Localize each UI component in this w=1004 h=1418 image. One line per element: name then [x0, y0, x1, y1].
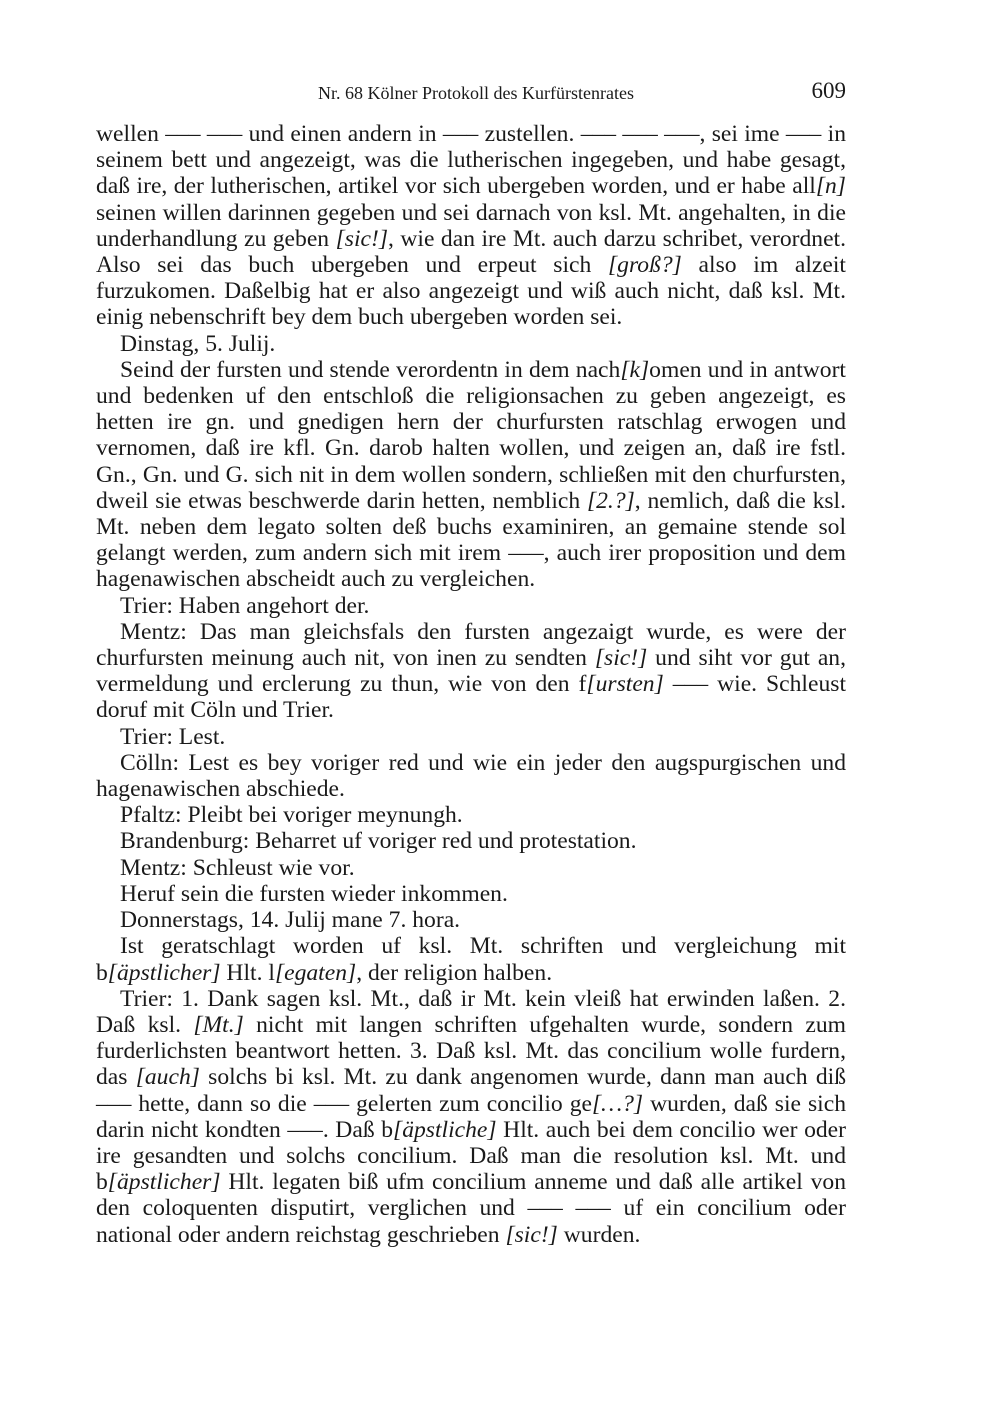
paragraph	[96, 881, 846, 907]
editorial-insertion: [groß?]	[607, 252, 682, 279]
text-run: Cölln: Lest es bey voriger red und wie ein jeder den augspurgischen und hagenawischen abschiede.	[96, 749, 846, 803]
text-run: und siht vor gut an, vermeldung und erclerung zu thun, wie von den f	[96, 645, 846, 698]
text-run: Mentz: Schleust wie vor.	[120, 854, 355, 881]
text-run: Trier: Lest.	[120, 723, 226, 750]
editorial-insertion: [äpstliche]	[393, 1116, 497, 1143]
text-run: Trier: Haben angehort der.	[120, 592, 370, 619]
paragraph	[96, 986, 846, 1248]
editorial-insertion: [ursten]	[586, 671, 664, 698]
text-run: , wie dan ire Mt. auch darzu schribet, verordnet. Also sei das buch ubergeben und erpeut sich	[96, 225, 847, 279]
text-run: Donnerstags, 14. Julij mane 7. hora.	[120, 907, 461, 934]
paragraph	[96, 331, 846, 357]
text-run: Dinstag, 5. Julij.	[120, 330, 276, 357]
text-run: ––– wie. Schleust doruf mit Cöln und Trier.	[96, 671, 846, 724]
text-run: omen und in antwort und bedenken uf den entschloß die religionsachen zu geben angezeigt, es hetten ire gn. und gnedigen hern der churfursten ratschlag erwogen und vernomen, daß ire kfl. Gn. darob halten wollen, und zeigen an, daß ire fstl. Gn., Gn. und G. sich nit in dem wollen sondern, schließen mit den churfursten, dweil sie etwas beschwerde darin hetten, nemblich	[96, 356, 846, 514]
running-head	[96, 78, 846, 112]
paragraph	[96, 828, 846, 854]
text-run: Seind der fursten und stende verordentn in dem nach	[120, 356, 621, 383]
editorial-insertion: […?]	[591, 1090, 644, 1117]
paragraph	[96, 619, 846, 724]
text-run: Brandenburg: Beharret uf voriger red und protestation.	[120, 828, 637, 855]
paragraph	[96, 933, 846, 985]
text-run: Trier: 1. Dank sagen ksl. Mt., daß ir Mt. kein vleiß hat erwinden laßen. 2. Daß ksl.	[96, 985, 846, 1038]
text-run: Hlt. auch bei dem concilio wer oder ire gesandten und solchs concilium. Daß man die resolution ksl. Mt. und b	[96, 1116, 847, 1196]
editorial-insertion: [sic!]	[335, 225, 389, 252]
text-run: seinen willen darinnen gegeben und sei darnach von ksl. Mt. angehalten, in die underhandlung zu geben	[96, 199, 846, 252]
paragraph	[96, 593, 846, 619]
running-title: Nr. 68 Kölner Protokoll des Kurfürstenrates	[318, 83, 634, 103]
paragraph	[96, 750, 846, 802]
text-run: , nemlich, daß die ksl. Mt. neben dem legato solten deß buchs examiniren, an gemaine stende sol gelangt werden, zum andern sich mit irem –––, auch irer proposition und dem hagenawischen abscheidt auch zu vergleichen.	[96, 487, 847, 593]
text-run: Pfaltz: Pleibt bei voriger meynungh.	[120, 802, 463, 829]
paragraph	[96, 802, 846, 828]
text-run: wellen ––– ––– und einen andern in ––– zustellen. ––– ––– –––, sei ime ––– in seinem bett und angezeigt, was die lutherischen ingegeben, und habe gesagt, daß ire, der lutherischen, artikel vor sich ubergeben worden, und er habe all	[96, 121, 846, 200]
text-run: wurden.	[557, 1221, 641, 1248]
text-run: nicht mit langen schriften ufgehalten wurde, sondern zum furderlichsten beantwort hetten. 3. Daß ksl. Mt. das concilium wolle furdern, das	[96, 1011, 846, 1091]
editorial-insertion: [äpstlicher]	[107, 959, 221, 986]
editorial-insertion: [2.?]	[586, 487, 635, 514]
editorial-insertion: [Mt.]	[193, 1011, 244, 1038]
text-run: solchs bi ksl. Mt. zu dank angenomen wurde, dann man auch diß ––– hette, dann so die ––– gelerten zum concilio ge	[96, 1064, 846, 1117]
page-number: 609	[811, 78, 846, 103]
text-run: also im alzeit furzukomen. Daßelbig hat er also angezeigt und wiß auch nicht, daß ksl. Mt. einig nebenschrift bey dem buch ubergeben worden sei.	[96, 252, 846, 331]
editorial-insertion: [n]	[815, 173, 846, 200]
text-run: Hlt. l	[220, 959, 275, 986]
text-run: Heruf sein die fursten wieder inkommen.	[120, 880, 508, 907]
text-run: , der religion halben.	[356, 959, 553, 986]
text-run: Mentz: Das man gleichsfals den fursten angezaigt wurde, es were der churfursten meinung auch nit, von inen zu sendten	[96, 618, 846, 672]
body-text	[96, 121, 846, 1248]
text-run: Hlt. legaten biß ufm concilium anneme und daß alle artikel von den coloquenten disputirt, verglichen und ––– ––– uf ein concilium oder national oder andern reichstag geschrieben	[96, 1169, 846, 1248]
editorial-insertion: [auch]	[135, 1064, 200, 1091]
text-run: wurden, daß sie sich darin nicht kondten –––. Daß b	[96, 1090, 847, 1143]
text-run: Ist geratschlagt worden uf ksl. Mt. schriften und vergleichung mit b	[96, 933, 846, 986]
editorial-insertion: [sic!]	[594, 645, 648, 672]
paragraph	[96, 907, 846, 933]
editorial-insertion: [sic!]	[505, 1221, 558, 1248]
editorial-insertion: [egaten]	[274, 959, 357, 986]
editorial-insertion: [äpstlicher]	[107, 1169, 221, 1196]
paragraph	[96, 357, 846, 593]
paragraph	[96, 724, 846, 750]
editorial-insertion: [k]	[620, 356, 650, 383]
paragraph	[96, 121, 846, 331]
paragraph	[96, 855, 846, 881]
